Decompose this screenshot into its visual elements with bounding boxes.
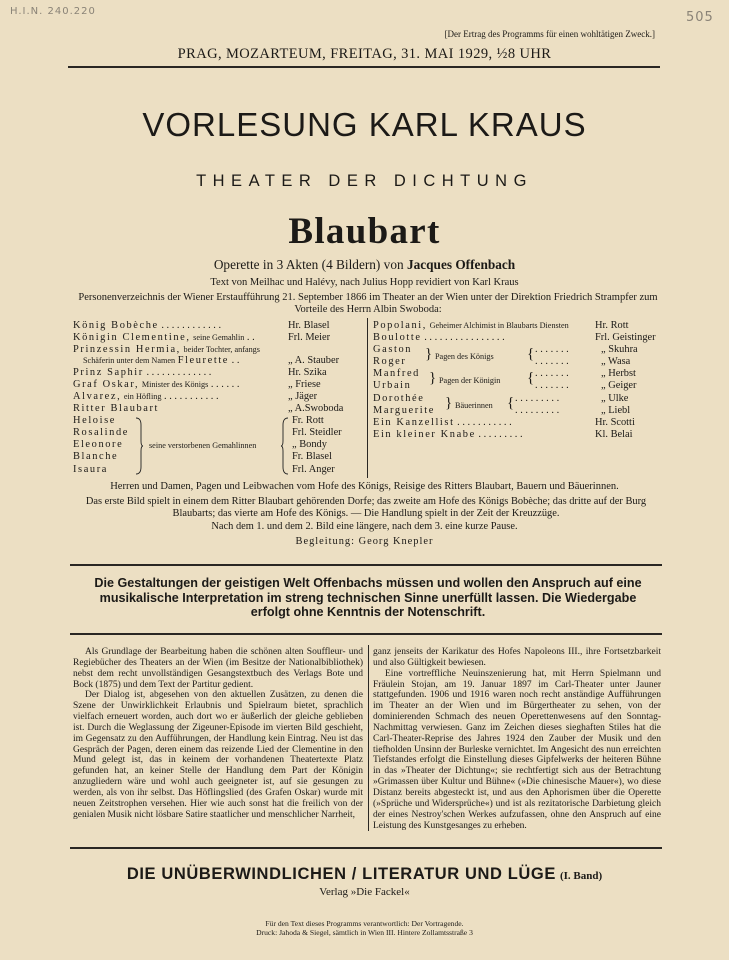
notice-rule-top [70, 564, 662, 566]
cast-row: Alvarez, ein Höfling . . . . . . . . . . . „ Jäger [73, 390, 318, 402]
role-name: Boulotte [373, 332, 422, 344]
brace-left: } [429, 370, 437, 387]
essay-paragraph: Eine vortreffliche Neuinszenierung hat, mit Herrn Spielmann und Fräulein Stojan, am 19. Januar 1897 im Carl-Theater unter Jauner stattgefunden. 1906 und 1916 waren noch recht anständige Aufführungen im Theater an der Wien und im Bürgertheater zu sehen, von der dominierenden Schmach des neuen Operettenwesens auf den Sonntag-Nachmittag verwiesen. Ganz im Zeichen dieses sieghaften Stiles hat die Carl-Theater-Reprise des Jahres 1924 den Zauber der Musik und den tiefholden Unsinn der Burleske vernichtet. Im Angesicht des nun erreichten Tiefstandes erfolgt die Einstellung dieses Gipfelwerks der heiteren Bühne in das »Theater der Dichtung«; sie rechtfertigt sich aus der Betrachtung »Grimassen über Kultur und Bühne« (»Die chinesische Mauer«), wo diese Distanz bereits abgesteckt ist, und aus den Aphorismen über die Operette (»Sprüche und Widersprüche«) und ist als rezitatorische Darbietung gleich der eines Nestroy'schen Werkes aufzufassen, ohne den Anspruch auf eine Leistung des Kunstgesanges zu erheben. [373, 668, 661, 831]
scenes-line: Das erste Bild spielt in einem dem Ritter Blaubart gehörenden Dorfe; das zweite am Hofe des Königs Bobèche; das dritte auf der Burg Blaubarts; das vierte am Hofe des Königs. — Die Handlung spielt in der Zeit der Kreuzzüge. [85, 496, 647, 519]
role-name: König Bobèche [73, 320, 159, 331]
role-name: Dorothée [373, 392, 425, 404]
work-description [0, 257, 729, 273]
role-note: Minister des Königs [141, 379, 209, 389]
actor-name: Fr. Rott [292, 415, 324, 427]
role-name: Alvarez, [73, 390, 122, 402]
actor-name: Frl. Geistinger [595, 332, 656, 344]
venue-line: PRAG, MOZARTEUM, FREITAG, 31. MAI 1929, ½8 UHR [177, 46, 552, 62]
role-name: Ritter Blaubart [73, 403, 160, 415]
wives-label: seine verstorbenen Gemahlinnen [149, 441, 257, 451]
role-name: Popolani, [373, 320, 427, 331]
role-name: Gaston [373, 344, 413, 356]
header-note: [Der Ertrag des Programms für einen wohltätigen Zweck.] [444, 29, 655, 39]
role-note: Geheimer Alchimist in Blaubarts Diensten [429, 321, 569, 330]
subtitle: THEATER DER DICHTUNG [196, 172, 533, 190]
essay-divider [368, 645, 369, 831]
cast-row: Schäferin unter dem Namen Fleurette . . „ A. Stauber [83, 354, 340, 366]
book-band: (I. Band) [559, 870, 603, 882]
pages-king-group: Gaston Roger } Pagen des Königs { . . . . . . . . . . . . . . „ Skuhra „ Wasa [373, 344, 638, 368]
actor-name: Frl. Anger [292, 463, 335, 475]
role-note: ein Höfling [123, 391, 162, 401]
actor-name: „ Geiger [601, 380, 637, 392]
imprint-printer: Druck: Jahoda & Siegel, sämtlich in Wien III. Hintere Zollamtsstraße 3 [256, 928, 473, 937]
cast-intro: Personenverzeichnis der Wiener Erstaufführung 21. September 1866 im Theater an der Wien unter der Direktion Friedrich Strampfer zum Vorteile des Herrn Albin Swoboda: [78, 292, 658, 315]
role-note: seine Gemahlin [193, 333, 245, 343]
cast-row: Königin Clementine, seine Gemahlin . . Frl. Meier [73, 332, 331, 344]
cast-row: Boulotte . . . . . . . . . . . . . . . . Frl. Geistinger [373, 332, 656, 344]
role-name: Isaura [73, 463, 108, 475]
essay-paragraph: ganz jenseits der Karikatur des Hofes Napoleons III., ihre Fortsetzbarkeit und also Gültigkeit bewiesen. [373, 647, 661, 668]
role-name: Marguerite [373, 404, 435, 416]
actor-name: Frl. Meier [288, 332, 331, 344]
brace-left: } [425, 346, 433, 363]
publisher: Verlag »Die Fackel« [319, 886, 410, 898]
brace-right: { [527, 370, 535, 387]
page-title: VORLESUNG KARL KRAUS [142, 106, 587, 143]
role-name: Fleurette [177, 354, 230, 366]
bracket-right [281, 417, 289, 475]
role-name: Eleonore [73, 439, 124, 451]
notice-rule-bottom [70, 633, 662, 635]
actor-name: Kl. Belai [595, 428, 633, 440]
essay-right [373, 647, 661, 831]
archive-mark: H.I.N. 240.220 [10, 6, 96, 17]
essay-paragraph: Der Dialog ist, abgesehen von den aktuellen Zusätzen, zu denen die Szene der Unwirklichkeit Erlaubnis und Spielraum bietet, sprachlich vielfach erneuert worden, auch dort wo er äußerlich der gleiche geblieben ist. Durch die Weglassung der Zigeuner-Episode im vierten Bild geschieht, im Gegensatz zu den Aufführungen, der Handlung kein Eintrag. Neu ist das Gespräch der Pagen, deren einem das reizende Lied der Clementine in den Mund gelegt ist, das in keinem der vorhandenen Theatertexte Platz gefunden hat, an keiner Stelle der Handlung dem Part der Königin anzugliedern wäre und wohl auch geeigneter ist, auf sie gesungen zu werden, als von ihr selbst. Das Höflingslied (des Grafen Oskar) wurde mit neuen Zeitstrophen versehen. Hier wie auch sonst hat die freilich von der genialen Musik nicht lösbare Satire staatlicher und menschlicher Narrheit, [73, 690, 363, 820]
wives-group [73, 415, 365, 476]
book-title: DIE UNÜBERWINDLICHEN / LITERATUR UND LÜGE [126, 865, 556, 883]
page-number: 505 [686, 10, 714, 25]
imprint-responsibility: Für den Text dieses Programms verantwortlich: Der Vortragende. [265, 919, 464, 928]
text-credit: Text von Meilhac und Halévy, nach Julius Hopp revidiert von Karl Kraus [210, 277, 519, 288]
role-name: Prinz Saphir [73, 366, 144, 378]
actor-name: Hr. Szika [288, 366, 327, 378]
cast-list-right [373, 320, 661, 450]
role-name: Königin Clementine, [73, 332, 191, 344]
group-label: Pagen der Königin [439, 376, 501, 386]
role-name: Prinzessin Hermia, [73, 344, 181, 356]
actor-name: „ Wasa [601, 356, 631, 368]
work-title: Blaubart [288, 211, 441, 252]
role-note: Schäferin unter dem Namen [83, 355, 176, 365]
pages-queen-group: Manfred Urbain } Pagen der Königin { . . . . . . . . . . . . . . „ Herbst „ Geiger [373, 368, 637, 392]
actor-name: „ Liebl [601, 404, 631, 416]
cast-row [73, 403, 365, 415]
actor-name: „ Friese [288, 378, 321, 390]
role-name: Ein kleiner Knabe [373, 428, 476, 440]
actor-name: Fr. Blasel [292, 451, 332, 463]
actor-name: „ A. Stauber [288, 354, 340, 366]
role-name: Heloise [73, 415, 116, 427]
cast-row: König Bobèche . . . . . . . . . . . . Hr. Blasel [73, 320, 330, 331]
actor-name: „ Bondy [292, 439, 327, 451]
cast-row: Ein kleiner Knabe . . . . . . . . . Kl. Belai [373, 428, 633, 440]
role-name: Manfred [373, 368, 420, 380]
actor-name: „ Ulke [601, 392, 629, 404]
footer-rule [70, 847, 662, 849]
peasants-group: Dorothée Marguerite } Bäuerinnen { . . . . . . . . . . . . . . . . . . „ Ulke „ Liebl [373, 392, 631, 416]
actor-name: „ Jäger [288, 390, 318, 402]
extras-line: Herren und Damen, Pagen und Leibwachen vom Hofe des Königs, Reisige des Ritters Blaubart, Bauern und Bäuerinnen. [110, 481, 619, 492]
actor-name: „ Herbst [601, 368, 636, 380]
cast-row: Prinz Saphir . . . . . . . . . . . . . Hr. Szika [73, 366, 327, 378]
role-name: Roger [373, 356, 407, 368]
actor-name: Frl. Steidler [292, 427, 342, 439]
header-rule [68, 66, 660, 68]
group-label: Bäuerinnen [455, 400, 493, 410]
actor-name: „ Skuhra [601, 344, 638, 356]
cast-divider [367, 318, 368, 478]
composer: Jacques Offenbach [406, 257, 516, 272]
role-note: beider Tochter, anfangs [183, 345, 260, 355]
book-advert [0, 865, 729, 884]
essay-paragraph: Als Grundlage der Bearbeitung haben die schönen alten Souffleur- und Regiebücher des Theaters an der Wien (im Besitze der Nationalbibliothek) nebst dem recht unvollständigen Gesangstextbuch des Verlags Bote und Bock (1875) und dem Text der Partitur gedient. [73, 647, 363, 690]
role-name: Urbain [373, 380, 412, 392]
cast-row [73, 344, 365, 355]
work-desc: Operette in 3 Akten (4 Bildern) von [213, 257, 404, 272]
cast-list-left [73, 320, 365, 480]
actor-name: Hr. Scotti [595, 416, 635, 428]
actor-name: Hr. Blasel [288, 320, 330, 331]
brace-right: { [507, 394, 515, 411]
interpretation-notice: Die Gestaltungen der geistigen Welt Offenbachs müssen und wollen den Anspruch auf eine musikalische Interpretation im streng technischen Sinne unerfüllt lassen. Die Wiedergabe erfolgt ohne Kenntnis der Notenschrift. [94, 576, 642, 620]
bracket-left [135, 417, 143, 475]
role-name: Graf Oskar, [73, 378, 140, 390]
essay-left [73, 647, 363, 821]
actor-name: „ A.Swoboda [288, 403, 344, 415]
cast-row: Ein Kanzellist . . . . . . . . . . . Hr. Scotti [373, 416, 635, 428]
accompaniment: Begleitung: Georg Knepler [295, 536, 434, 547]
role-name: Rosalinde [73, 427, 129, 439]
group-label: Pagen des Königs [435, 352, 494, 362]
pauses-line: Nach dem 1. und dem 2. Bild eine längere, nach dem 3. eine kurze Pause. [211, 521, 518, 532]
role-name: Blanche [73, 451, 119, 463]
role-name: Ein Kanzellist [373, 416, 455, 428]
cast-row [373, 320, 661, 332]
brace-left: } [445, 394, 453, 411]
actor-name: Hr. Rott [595, 320, 629, 331]
cast-row: Graf Oskar, Minister des Königs . . . . . . „ Friese [73, 378, 321, 390]
brace-right: { [527, 346, 535, 363]
